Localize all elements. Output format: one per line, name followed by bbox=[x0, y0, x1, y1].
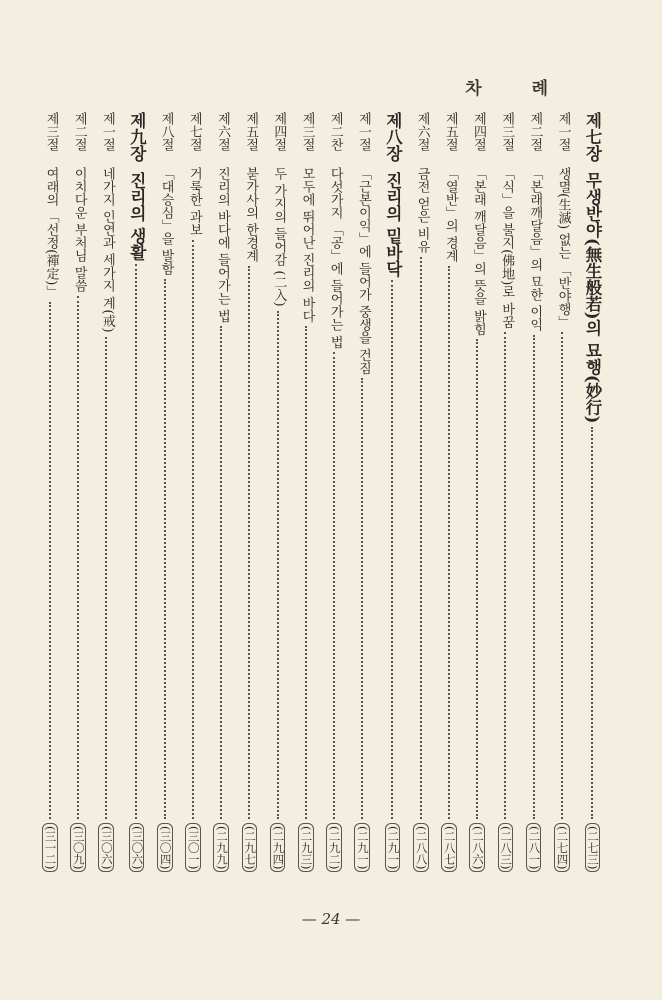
entry-title: 모두에 뛰어난 진리의 바다 bbox=[299, 167, 315, 323]
dot-leader bbox=[49, 302, 51, 818]
dot-leader bbox=[561, 332, 563, 818]
entry-page: (二八七) bbox=[441, 823, 457, 872]
entry-number: 제六절 bbox=[214, 112, 230, 151]
entry-title: 두 가지의 들어감 (二入) bbox=[271, 167, 287, 307]
toc-section-entry bbox=[213, 112, 229, 872]
entry-title: 거룩한 과보 bbox=[186, 167, 202, 237]
dot-leader bbox=[135, 264, 137, 819]
toc-section-entry bbox=[413, 112, 429, 872]
dot-leader bbox=[391, 280, 393, 818]
toc-section-entry bbox=[498, 112, 514, 872]
entry-page: (二八八) bbox=[413, 823, 429, 872]
entry-title: 무생반야(無生般若)의 묘행(妙行) bbox=[583, 171, 602, 423]
entry-page: (二八一) bbox=[526, 823, 542, 872]
entry-page: (二九四) bbox=[270, 823, 286, 872]
toc-chapter-entry bbox=[128, 112, 145, 872]
toc-section-entry bbox=[441, 112, 457, 872]
entry-title: 다섯가지 「공」에 들어가는 법 bbox=[327, 167, 343, 349]
entry-title: 「본래 깨달음」의 뜻을 밝힘 bbox=[470, 167, 486, 336]
entry-number: 제七장 bbox=[583, 112, 602, 162]
entry-title: 진리의 바다에 들어가는 법 bbox=[214, 167, 230, 323]
toc-section-entry bbox=[326, 112, 342, 872]
dot-leader bbox=[591, 427, 593, 819]
dot-leader bbox=[248, 266, 250, 818]
toc-section-entry bbox=[70, 112, 86, 872]
dot-leader bbox=[164, 279, 166, 818]
dot-leader bbox=[533, 335, 535, 818]
entry-number: 제二찬 bbox=[327, 112, 343, 151]
dot-leader bbox=[361, 378, 363, 818]
entry-page: (三〇九) bbox=[70, 823, 86, 872]
toc-section-entry bbox=[554, 112, 570, 872]
entry-title: 이치다운 부처님 말씀 bbox=[71, 167, 87, 293]
toc-chapter-entry bbox=[584, 112, 601, 872]
toc-section-entry bbox=[354, 112, 370, 872]
entry-number: 제一절 bbox=[555, 112, 571, 151]
dot-leader bbox=[448, 266, 450, 818]
dot-leader bbox=[476, 339, 478, 818]
entry-title: 「대승심」을 발함 bbox=[158, 167, 174, 276]
entry-title: 진리의 생활 bbox=[127, 171, 147, 260]
entry-page: (二九一) bbox=[385, 823, 401, 872]
entry-number: 제七절 bbox=[186, 112, 202, 151]
entry-page: (三〇一) bbox=[185, 823, 201, 872]
entry-title: 생멸(生滅) 없는 「반야행」 bbox=[555, 167, 571, 329]
entry-title: 네가지 인연과 세가지 계(戒) bbox=[99, 167, 115, 333]
entry-title: 「근본이익」에 들어가 중생을 건짐 bbox=[355, 167, 371, 375]
dot-leader bbox=[333, 352, 335, 818]
entry-page: (三〇六) bbox=[129, 823, 145, 872]
entry-number: 제三절 bbox=[499, 112, 515, 151]
dot-leader bbox=[220, 326, 222, 818]
entry-title: 금전 얻은 비유 bbox=[414, 167, 430, 254]
toc-section-entry bbox=[526, 112, 542, 872]
toc-section-entry bbox=[42, 112, 58, 872]
page-header-title: 차 례 bbox=[465, 79, 570, 99]
entry-page: (三〇六) bbox=[98, 823, 114, 872]
entry-page: (二九二) bbox=[326, 823, 342, 872]
toc-chapter-entry bbox=[384, 112, 401, 872]
dot-leader bbox=[305, 326, 307, 818]
entry-page: (二八六) bbox=[469, 823, 485, 872]
entry-page: (三一二) bbox=[42, 823, 58, 872]
entry-title: 「열반」의 경계 bbox=[442, 167, 458, 263]
entry-number: 제六절 bbox=[414, 112, 430, 151]
entry-page: (二七四) bbox=[554, 823, 570, 872]
toc-section-entry bbox=[185, 112, 201, 872]
entry-title: 붇가사의 한경계 bbox=[243, 167, 259, 263]
toc-section-entry bbox=[469, 112, 485, 872]
dot-leader bbox=[77, 296, 79, 818]
entry-title: 「식」을 불지(佛地)로 바꿈 bbox=[499, 167, 515, 329]
entry-number: 제五절 bbox=[442, 112, 458, 151]
entry-number: 제八장 bbox=[383, 112, 403, 162]
entry-number: 제八절 bbox=[158, 112, 174, 151]
entry-number: 제二절 bbox=[71, 112, 87, 151]
entry-title: 여래의 「선정(禪定)」 bbox=[43, 167, 59, 299]
entry-page: (二九一) bbox=[354, 823, 370, 872]
dot-leader bbox=[105, 337, 107, 819]
dot-leader bbox=[504, 332, 506, 818]
entry-title: 진리의 밑바닥 bbox=[383, 171, 403, 277]
entry-number: 제九장 bbox=[127, 112, 147, 162]
entry-page: (二七三) bbox=[585, 823, 601, 872]
entry-page: (二九三) bbox=[298, 823, 314, 872]
entry-number: 제三절 bbox=[299, 112, 315, 151]
entry-page: (三〇四) bbox=[157, 823, 173, 872]
table-of-contents bbox=[40, 112, 600, 892]
page-number: — 24 — bbox=[301, 910, 361, 928]
entry-number: 제一절 bbox=[355, 112, 371, 151]
toc-section-entry bbox=[298, 112, 314, 872]
entry-page: (二九七) bbox=[242, 823, 258, 872]
entry-number: 제四절 bbox=[470, 112, 486, 151]
entry-number: 제四절 bbox=[271, 112, 287, 151]
toc-section-entry bbox=[242, 112, 258, 872]
entry-page: (二八三) bbox=[498, 823, 514, 872]
dot-leader bbox=[192, 240, 194, 818]
toc-section-entry bbox=[157, 112, 173, 872]
entry-title: 「본래깨달음」의 묘한 이익 bbox=[527, 167, 543, 332]
entry-number: 제二절 bbox=[527, 112, 543, 151]
entry-number: 제五절 bbox=[243, 112, 259, 151]
toc-section-entry bbox=[270, 112, 286, 872]
entry-number: 제三절 bbox=[43, 112, 59, 151]
dot-leader bbox=[420, 257, 422, 818]
toc-section-entry bbox=[98, 112, 114, 872]
entry-page: (二九九) bbox=[213, 823, 229, 872]
dot-leader bbox=[277, 311, 279, 819]
entry-number: 제一절 bbox=[99, 112, 115, 151]
